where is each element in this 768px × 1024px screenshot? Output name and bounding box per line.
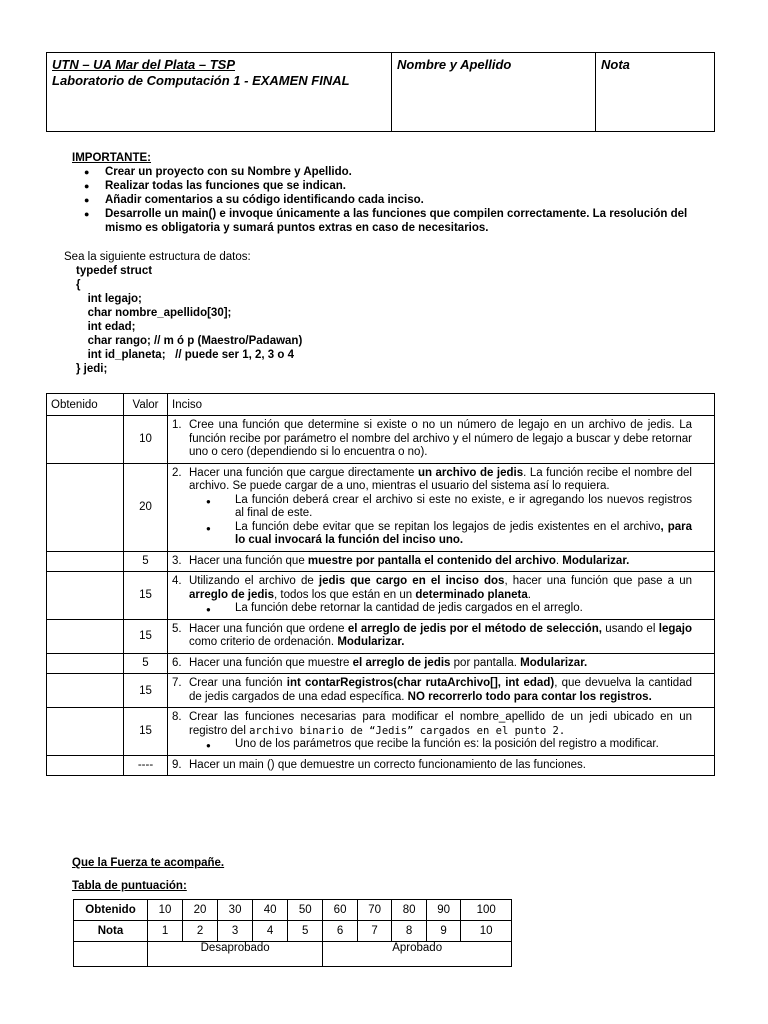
value-cell: ----	[124, 755, 168, 776]
exercise-text	[172, 711, 692, 738]
sub-item	[189, 521, 692, 548]
obtained-cell[interactable]	[47, 416, 124, 464]
table-row	[47, 619, 715, 653]
table-row	[47, 551, 715, 572]
score-nota-cell: 2	[183, 921, 218, 942]
obtained-cell[interactable]	[47, 653, 124, 674]
text-segment: Crear una función	[189, 677, 287, 689]
exercise-number: 6.	[172, 656, 182, 669]
obtained-cell[interactable]	[47, 551, 124, 572]
value-cell: 15	[124, 572, 168, 620]
data-structure	[64, 250, 302, 376]
code-line: int legajo;	[78, 293, 142, 305]
score-obtenido-cell: 70	[357, 900, 392, 921]
bold-text: el arreglo de jedis por el método de selección,	[347, 622, 602, 635]
text-segment: , hacer una función que pase a un	[504, 575, 692, 587]
exercise-cell	[168, 653, 715, 674]
score-obtenido-cell: 20	[183, 900, 218, 921]
table-row	[47, 755, 715, 776]
exercise-number: 2.	[172, 466, 182, 479]
score-obtenido-cell: 90	[426, 900, 461, 921]
exercise-text	[172, 575, 692, 602]
score-obtenido-cell: 80	[392, 900, 427, 921]
name-label: Nombre y Apellido	[397, 57, 512, 72]
text-segment: La función debe retornar la cantidad de jedis cargados en el arreglo.	[235, 602, 583, 614]
score-table	[73, 899, 512, 967]
score-nota-cell: 9	[426, 921, 461, 942]
score-row-obtenido	[74, 900, 512, 921]
text-segment: , que devuelva la cantidad de jedis cargados de una edad específica.	[189, 677, 692, 703]
closing-phrase: Que la Fuerza te acompañe.	[72, 857, 225, 869]
text-segment: .	[555, 554, 563, 567]
obtained-cell[interactable]	[47, 572, 124, 620]
grade-label: Nota	[601, 57, 630, 72]
bold-text: arreglo de jedis	[189, 588, 275, 601]
exercise-cell	[168, 674, 715, 708]
text-segment: Utilizando el archivo de	[189, 575, 319, 587]
subject-name: Laboratorio de Computación 1 - EXAMEN FINAL	[52, 73, 350, 88]
exercise-text	[172, 419, 692, 460]
bold-text: determinado planeta	[415, 588, 528, 601]
score-row-status	[74, 942, 512, 967]
bold-text: legajo	[658, 622, 693, 635]
important-list	[72, 165, 712, 235]
value-cell: 5	[124, 653, 168, 674]
exercise-text	[172, 467, 692, 494]
text-segment: por pantalla.	[450, 656, 521, 669]
text-segment: .	[527, 588, 531, 601]
score-table-title: Tabla de puntuación:	[72, 880, 187, 892]
text-segment: . La función recibe el nombre del archivo. Se puede cargar de a uno, mientras el usuario del sistema así lo requiera.	[189, 466, 692, 492]
exercise-cell	[168, 619, 715, 653]
exercise-number: 7.	[172, 677, 182, 689]
exercise-text	[172, 759, 692, 773]
exercise-text	[172, 677, 692, 704]
text-segment: Hacer un main () que demuestre un correcto funcionamiento de las funciones.	[189, 758, 586, 771]
score-nota-cell: 3	[218, 921, 253, 942]
score-nota-cell: 8	[392, 921, 427, 942]
exercise-number: 4.	[172, 575, 182, 587]
score-row-nota	[74, 921, 512, 942]
header-obtenido: Obtenido	[47, 394, 124, 416]
score-status-pass: Aprobado	[323, 942, 512, 967]
exercise-number: 3.	[172, 554, 182, 567]
score-nota-cell: 6	[323, 921, 358, 942]
obtained-cell[interactable]	[47, 674, 124, 708]
table-row	[47, 572, 715, 620]
name-field[interactable]	[392, 53, 596, 132]
bold-text: Modularizar.	[520, 656, 588, 669]
header-valor: Valor	[124, 394, 168, 416]
code-line: {	[76, 279, 81, 291]
text-segment: La función deberá crear el archivo si este no existe, e ir agregando los nuevos registros al final de este.	[235, 493, 692, 519]
exercise-text	[172, 657, 692, 671]
text-segment: Hacer una función que	[189, 554, 308, 567]
table-header-row	[47, 394, 715, 416]
score-obtenido-cell: 30	[218, 900, 253, 921]
exercise-cell	[168, 416, 715, 464]
score-label-obtenido: Obtenido	[74, 900, 148, 921]
structure-intro: Sea la siguiente estructura de datos:	[64, 251, 251, 263]
obtained-cell[interactable]	[47, 619, 124, 653]
exercise-cell	[168, 551, 715, 572]
bold-text: el arreglo de jedis	[352, 656, 451, 669]
obtained-cell[interactable]	[47, 463, 124, 551]
text-segment: Hacer una función que cargue directamente	[189, 466, 418, 479]
important-item: ● Desarrolle un main() e invoque únicamente a las funciones que compilen correctamente. La resolución del mismo es obligatoria y sumará puntos extras en caso de necesitarios.	[72, 207, 712, 235]
exercise-cell	[168, 708, 715, 756]
text-segment: Hacer una función que muestre	[189, 656, 353, 669]
score-status-fail: Desaprobado	[148, 942, 323, 967]
bold-text: int contarRegistros(char rutaArchivo[], int edad)	[286, 677, 555, 689]
score-obtenido-cell: 100	[461, 900, 512, 921]
text-segment: La función debe evitar que se repitan los legajos de jedis existentes en el archivo	[235, 520, 661, 533]
code-line: typedef struct	[76, 265, 153, 277]
bold-text: Modularizar.	[337, 636, 405, 648]
exercise-table	[46, 393, 715, 776]
value-cell: 15	[124, 674, 168, 708]
exercise-cell	[168, 572, 715, 620]
sub-item	[189, 602, 692, 616]
score-obtenido-cell: 60	[323, 900, 358, 921]
school-name: UTN – UA Mar del Plata – TSP	[52, 57, 236, 72]
sub-item	[189, 494, 692, 521]
score-status-blank	[74, 942, 148, 967]
exercise-cell	[168, 463, 715, 551]
score-obtenido-cell: 10	[148, 900, 183, 921]
text-segment: usando el	[601, 622, 659, 635]
code-line: } jedi;	[76, 363, 108, 375]
grade-field[interactable]	[596, 53, 715, 132]
exercise-number: 8.	[172, 711, 182, 723]
value-cell: 15	[124, 708, 168, 756]
score-nota-cell: 5	[288, 921, 323, 942]
score-nota-cell: 1	[148, 921, 183, 942]
score-nota-cell: 4	[253, 921, 288, 942]
exercise-text	[172, 555, 692, 569]
table-row	[47, 674, 715, 708]
table-row	[47, 416, 715, 464]
sub-item	[189, 738, 692, 752]
obtained-cell[interactable]	[47, 755, 124, 776]
exercise-text	[172, 623, 692, 650]
text-segment: , todos los que están en un	[274, 588, 416, 601]
code-line: int id_planeta; // puede ser 1, 2, 3 o 4	[78, 349, 295, 361]
value-cell: 20	[124, 463, 168, 551]
exercise-number: 1.	[172, 419, 182, 431]
table-row	[47, 653, 715, 674]
score-obtenido-cell: 40	[253, 900, 288, 921]
course-info	[47, 53, 392, 132]
bold-text: muestre por pantalla el contenido del archivo	[307, 554, 556, 567]
exam-header	[46, 52, 715, 132]
important-notes	[72, 151, 712, 235]
value-cell: 10	[124, 416, 168, 464]
table-row	[47, 463, 715, 551]
exercise-number: 9.	[172, 758, 182, 771]
code-line: char rango; // m ó p (Maestro/Padawan)	[78, 335, 303, 347]
score-obtenido-cell: 50	[288, 900, 323, 921]
text-segment: Uno de los parámetros que recibe la función es: la posición del registro a modificar.	[235, 738, 659, 750]
value-cell: 15	[124, 619, 168, 653]
bold-text: , para lo cual invocará la función del inciso uno.	[235, 520, 693, 546]
exercise-cell	[168, 755, 715, 776]
bold-text: Modularizar.	[562, 554, 630, 567]
important-item: ● Crear un proyecto con su Nombre y Apellido.	[72, 165, 712, 179]
header-inciso: Inciso	[168, 394, 715, 416]
score-label-nota: Nota	[74, 921, 148, 942]
important-item: ● Añadir comentarios a su código identificando cada inciso.	[72, 193, 712, 207]
text-segment: archivo binario de “Jedis” cargados en el punto 2.	[249, 724, 566, 737]
bold-text: jedis que cargo en el inciso dos	[318, 575, 505, 587]
value-cell: 5	[124, 551, 168, 572]
exercise-number: 5.	[172, 622, 182, 635]
text-segment: como criterio de ordenación.	[189, 636, 338, 648]
table-row	[47, 708, 715, 756]
obtained-cell[interactable]	[47, 708, 124, 756]
bold-text: un archivo de jedis	[417, 466, 524, 479]
code-line: char nombre_apellido[30];	[78, 307, 232, 319]
bold-text: NO recorrerlo todo para contar los registros.	[407, 690, 652, 703]
text-segment: Crear las funciones necesarias para modificar el nombre_apellido de un jedi ubicado en un registro del	[189, 711, 692, 737]
important-title: IMPORTANTE:	[72, 152, 152, 164]
text-segment: Hacer una función que ordene	[189, 622, 348, 635]
important-item: ● Realizar todas las funciones que se indican.	[72, 179, 712, 193]
score-nota-cell: 10	[461, 921, 512, 942]
score-nota-cell: 7	[357, 921, 392, 942]
text-segment: Cree una función que determine si existe o no un número de legajo en un archivo de jedis. La función recibe por parámetro el nombre del archivo y el número de legajo a buscar y debe retornar uno o cero (dependiendo si lo encuentra o no).	[189, 419, 692, 458]
code-line: int edad;	[78, 321, 136, 333]
